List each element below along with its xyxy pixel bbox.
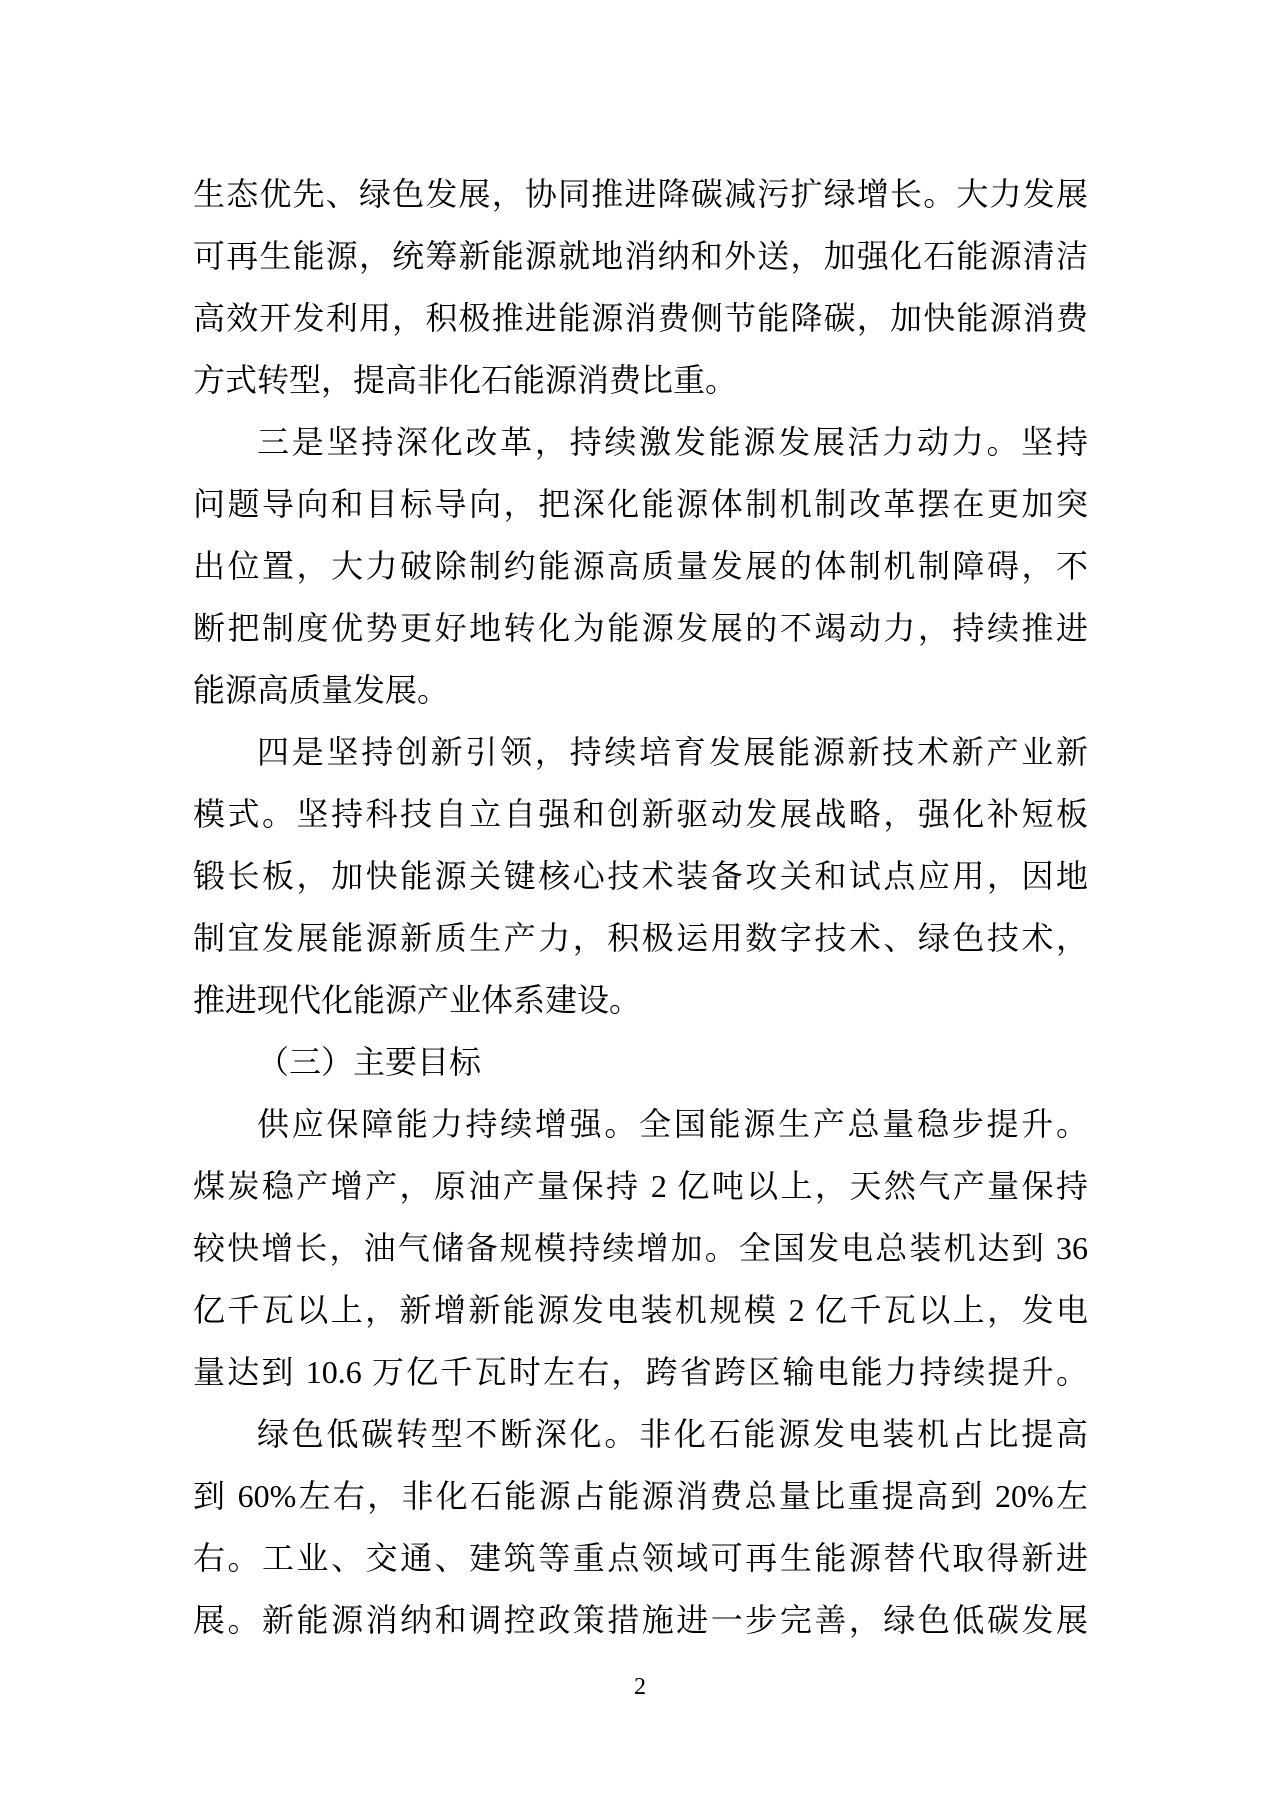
text-line: 出位置，大力破除制约能源高质量发展的体制机制障碍，不 (193, 548, 1088, 584)
section-heading (193, 1031, 1088, 1093)
text-line: 断把制度优势更好地转化为能源发展的不竭动力，持续推进 (193, 610, 1088, 646)
text-line: 四是坚持创新引领，持续培育发展能源新技术新产业新 (257, 734, 1088, 770)
text-line: 亿千瓦以上，新增新能源发电装机规模 2 亿千瓦以上，发电 (193, 1292, 1088, 1328)
text-line: 方式转型，提高非化石能源消费比重。 (193, 362, 738, 398)
paragraph (193, 1403, 1088, 1651)
text-line: 右。工业、交通、建筑等重点领域可再生能源替代取得新进 (193, 1540, 1088, 1576)
text-line: 绿色低碳转型不断深化。非化石能源发电装机占比提高 (257, 1416, 1088, 1452)
text-line: 可再生能源，统筹新能源就地消纳和外送，加强化石能源清洁 (193, 238, 1088, 274)
text-line: 生态优先、绿色发展，协同推进降碳减污扩绿增长。大力发展 (193, 176, 1088, 212)
text-line: 到 60%左右，非化石能源占能源消费总量比重提高到 20%左 (193, 1478, 1088, 1514)
text-line: 推进现代化能源产业体系建设。 (193, 982, 642, 1018)
text-line: 较快增长，油气储备规模持续增加。全国发电总装机达到 36 (193, 1230, 1088, 1266)
text-line: 问题导向和目标导向，把深化能源体制机制改革摆在更加突 (193, 486, 1088, 522)
text-line: 制宜发展能源新质生产力，积极运用数字技术、绿色技术， (193, 920, 1088, 956)
paragraph (193, 721, 1088, 1031)
text-line: 锻长板，加快能源关键核心技术装备攻关和试点应用，因地 (193, 858, 1088, 894)
paragraph (193, 163, 1088, 411)
paragraph (193, 1093, 1088, 1403)
text-line: 模式。坚持科技自立自强和创新驱动发展战略，强化补短板 (193, 796, 1088, 832)
text-line: 煤炭稳产增产，原油产量保持 2 亿吨以上，天然气产量保持 (193, 1168, 1088, 1204)
text-line: 三是坚持深化改革，持续激发能源发展活力动力。坚持 (257, 424, 1088, 460)
paragraph (193, 411, 1088, 721)
page-body-text (193, 163, 1088, 1651)
text-line: 能源高质量发展。 (193, 672, 450, 708)
heading-line: （三）主要目标 (257, 1044, 482, 1080)
text-line: 展。新能源消纳和调控政策措施进一步完善，绿色低碳发展 (193, 1602, 1088, 1638)
text-line: 高效开发利用，积极推进能源消费侧节能降碳，加快能源消费 (193, 300, 1088, 336)
page-number: 2 (634, 1674, 646, 1700)
text-line: 量达到 10.6 万亿千瓦时左右，跨省跨区输电能力持续提升。 (193, 1354, 1088, 1390)
text-line: 供应保障能力持续增强。全国能源生产总量稳步提升。 (257, 1106, 1088, 1142)
